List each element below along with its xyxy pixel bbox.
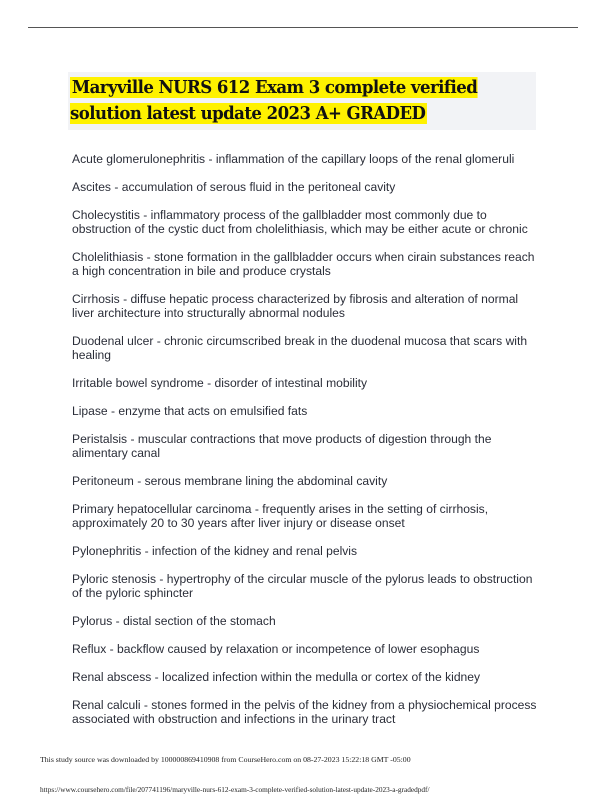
- list-item: Cholecystitis - inflammatory process of the gallbladder most commonly due to obstruction of the cystic duct from cholelithiasis, which may be either acute or chronic: [72, 208, 528, 236]
- list-item: Irritable bowel syndrome - disorder of intestinal mobility: [72, 376, 368, 390]
- download-note: This study source was downloaded by 100000869410908 from CourseHero.com on 08-27-2023 15:22:18 GMT -05:00: [40, 755, 411, 764]
- list-item: Pylorus - distal section of the stomach: [72, 614, 276, 628]
- list-item: Ascites - accumulation of serous fluid in the peritoneal cavity: [72, 180, 396, 194]
- header-rule: [28, 27, 578, 28]
- list-item: Renal calculi - stones formed in the pelvis of the kidney from a physiochemical process associated with obstruction and infections in the urinary tract: [72, 698, 537, 726]
- list-item: Pyloric stenosis - hypertrophy of the circular muscle of the pylorus leads to obstruction of the pyloric sphincter: [72, 572, 533, 600]
- list-item: Reflux - backflow caused by relaxation or incompetence of lower esophagus: [72, 642, 480, 656]
- source-url[interactable]: https://www.coursehero.com/file/207741196/maryville-nurs-612-exam-3-complete-verified-solution-latest-update-2023-a-gradedpdf/: [40, 785, 430, 794]
- document-title: [70, 75, 493, 127]
- list-item: Lipase - enzyme that acts on emulsified fats: [72, 404, 308, 418]
- list-item: Primary hepatocellular carcinoma - frequently arises in the setting of cirrhosis, approximately 20 to 30 years after liver injury or disease onset: [72, 502, 489, 530]
- term-list: [72, 152, 542, 740]
- list-item: Peritoneum - serous membrane lining the abdominal cavity: [72, 474, 388, 488]
- list-item: Acute glomerulonephritis - inflammation of the capillary loops of the renal glomeruli: [72, 152, 515, 166]
- list-item: Duodenal ulcer - chronic circumscribed break in the duodenal mucosa that scars with healing: [72, 334, 528, 362]
- list-item: Pylonephritis - infection of the kidney and renal pelvis: [72, 544, 358, 558]
- list-item: Cirrhosis - diffuse hepatic process characterized by fibrosis and alteration of normal liver architecture into structurally abnormal nodules: [72, 292, 519, 320]
- list-item: Renal abscess - localized infection within the medulla or cortex of the kidney: [72, 670, 481, 684]
- title-highlight: Maryville NURS 612 Exam 3 complete verified solution latest update 2023 A+ GRADED: [70, 77, 478, 124]
- list-item: Cholelithiasis - stone formation in the gallbladder occurs when cirain substances reach a high concentration in bile and produce crystals: [72, 250, 535, 278]
- list-item: Peristalsis - muscular contractions that move products of digestion through the alimentary canal: [72, 432, 492, 460]
